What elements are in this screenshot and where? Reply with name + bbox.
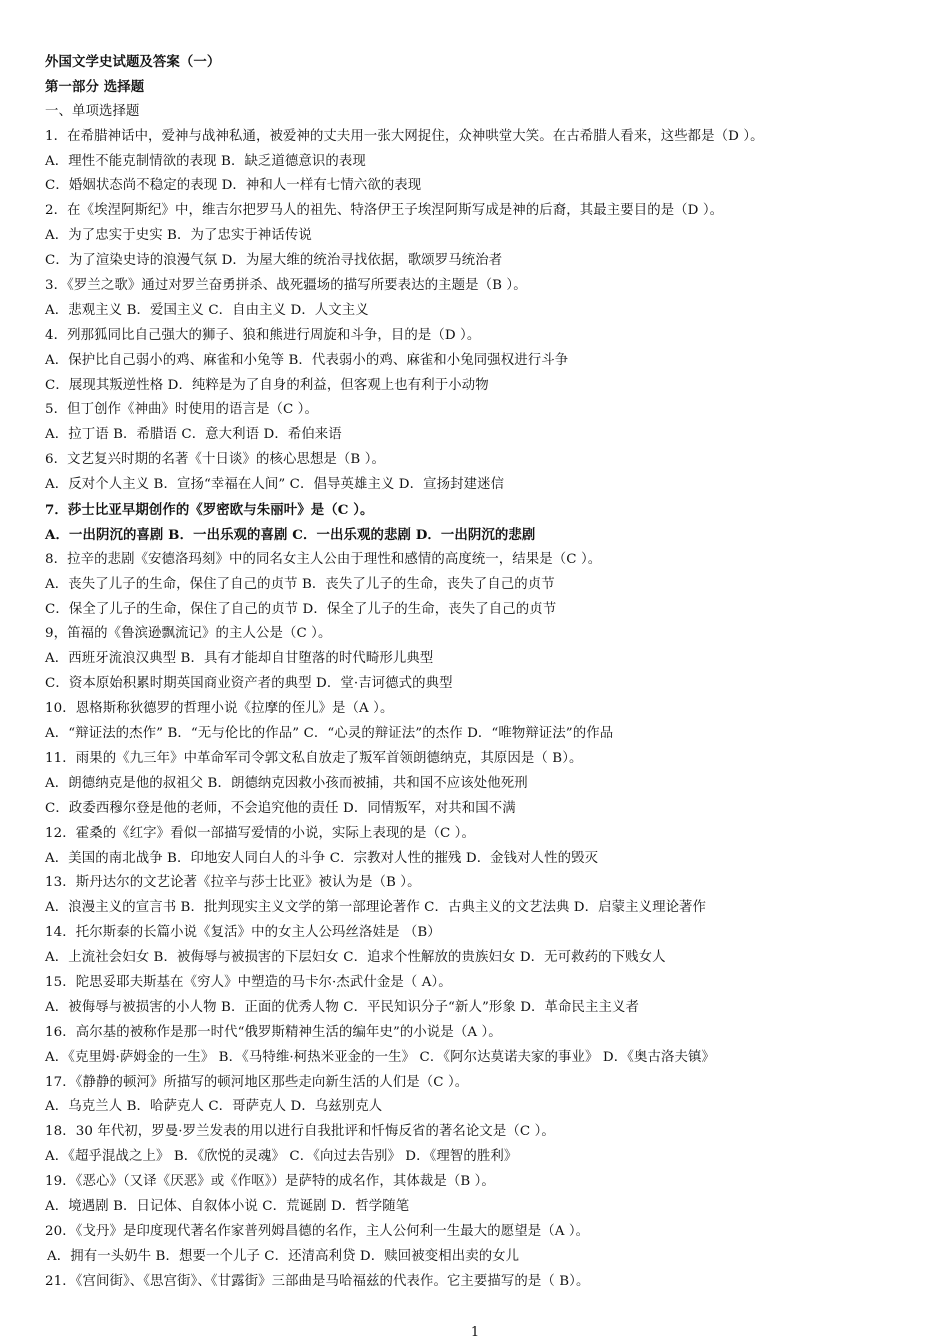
question-21: 21．《宫间街》、《思宫街》、《甘露街》三部曲是马哈福兹的代表作。它主要描写的是（ B）。: [45, 1273, 590, 1289]
question-2-options-cd: C．为了渲染史诗的浪漫气氛 D．为屋大维的统治寻找依据，歌颂罗马统治者: [45, 253, 503, 269]
question-16-options: A．《克里姆·萨姆金的一生》 B．《马特维·柯热米亚金的一生》 C．《阿尔达莫诺夫家的事业》 D．《奥古洛夫镇》: [45, 1049, 715, 1065]
subsection-heading: 一、单项选择题: [45, 103, 140, 119]
question-8: 8．拉辛的悲剧《安德洛玛刻》中的同名女主人公由于理性和感情的高度统一，结果是（C ）。: [45, 551, 602, 567]
question-9: 9，笛福的《鲁滨逊飘流记》的主人公是（C ）。: [45, 626, 332, 642]
question-6-options: A．反对个人主义 B．宣扬“幸福在人间” C．倡导英雄主义 D．宣扬封建迷信: [45, 477, 505, 493]
question-20: 20．《戈丹》是印度现代著名作家普列姆昌德的名作，主人公何利一生最大的愿望是（A ）。: [45, 1223, 590, 1239]
question-8-options-cd: C．保全了儿子的生命，保住了自己的贞节 D．保全了儿子的生命，丧失了自己的贞节: [45, 601, 557, 617]
question-2-options-ab: A．为了忠实于史实 B．为了忠实于神话传说: [45, 228, 312, 244]
question-10-options: A．“辩证法的杰作” B．“无与伦比的作品” C．“心灵的辩证法”的杰作 D．“唯物辩证法”的作品: [45, 726, 614, 742]
document-title: 外国文学史试题及答案（一）: [45, 54, 221, 70]
question-10: 10．恩格斯称狄德罗的哲理小说《拉摩的侄儿》是（A ）。: [45, 701, 394, 717]
question-12-options: A．美国的南北战争 B．印地安人同白人的斗争 C．宗教对人性的摧残 D．金钱对人性的毁灭: [45, 850, 599, 866]
question-8-options-ab: A．丧失了儿子的生命，保住了自己的贞节 B．丧失了儿子的生命，丧失了自己的贞节: [45, 576, 555, 592]
question-19-options: A．境遇剧 B．日记体、自叙体小说 C．荒诞剧 D．哲学随笔: [45, 1198, 410, 1214]
question-15: 15．陀思妥耶夫斯基在《穷人》中塑造的马卡尔·杰武什金是（ A）。: [45, 974, 452, 990]
question-13-options: A．浪漫主义的宣言书 B．批判现实主义文学的第一部理论著作 C．古典主义的文艺法典 D．启蒙主义理论著作: [45, 900, 707, 916]
question-5: 5．但丁创作《神曲》时使用的语言是（C ）。: [45, 402, 318, 418]
document-content: [45, 50, 905, 1295]
page-number: 1: [470, 1325, 480, 1340]
question-9-options-cd: C．资本原始积累时期英国商业资产者的典型 D．堂·吉诃德式的典型: [45, 676, 453, 692]
question-14-options: A．上流社会妇女 B．被侮辱与被损害的下层妇女 C．追求个性解放的贵族妇女 D．无可救药的下贱女人: [45, 950, 666, 966]
question-7-options: A．一出阴沉的喜剧 B．一出乐观的喜剧 C．一出乐观的悲剧 D．一出阴沉的悲剧: [45, 526, 536, 543]
question-2: 2．在《埃涅阿斯纪》中，维吉尔把罗马人的祖先、特洛伊王子埃涅阿斯写成是神的后裔，其最主要目的是（D ）。: [45, 203, 724, 219]
question-9-options-ab: A．西班牙流浪汉典型 B．具有才能却自甘堕落的时代畸形儿典型: [45, 651, 434, 667]
question-17: 17．《静静的顿河》所描写的顿河地区那些走向新生活的人们是（C ）。: [45, 1074, 469, 1090]
question-6: 6．文艺复兴时期的名著《十日谈》的核心思想是（B ）。: [45, 452, 385, 468]
question-18: 18．30 年代初，罗曼·罗兰发表的用以进行自我批评和忏悔反省的著名论文是（C ）。: [45, 1124, 555, 1140]
question-4-options-ab: A．保护比自己弱小的鸡、麻雀和小兔等 B．代表弱小的鸡、麻雀和小兔同强权进行斗争: [45, 352, 569, 368]
question-12: 12．霍桑的《红字》看似一部描写爱情的小说，实际上表现的是（C ）。: [45, 825, 475, 841]
question-16: 16．高尔基的被称作是那一时代“俄罗斯精神生活的编年史”的小说是（A ）。: [45, 1024, 502, 1040]
question-19: 19．《恶心》（又译《厌恶》或《作呕》）是萨特的成名作，其体裁是（B ）。: [45, 1174, 495, 1190]
question-15-options: A．被侮辱与被损害的小人物 B．正面的优秀人物 C．平民知识分子“新人”形象 D．革命民主主义者: [45, 999, 639, 1015]
question-11-options-ab: A．朗德纳克是他的叔祖父 B．朗德纳克因救小孩而被捕，共和国不应该处他死刑: [45, 775, 528, 791]
question-11: 11．雨果的《九三年》中革命军司令郭文私自放走了叛军首领朗德纳克，其原因是（ B）。: [45, 750, 583, 766]
question-1-options-ab: A．理性不能克制情欲的表现 B．缺乏道德意识的表现: [45, 153, 366, 169]
question-1: 1．在希腊神话中，爱神与战神私通，被爱神的丈夫用一张大网捉住，众神哄堂大笑。在古希腊人看来，这些都是（D ）。: [45, 128, 764, 144]
question-5-options: A．拉丁语 B．希腊语 C．意大利语 D．希伯来语: [45, 427, 342, 443]
question-11-options-cd: C．政委西穆尔登是他的老师，不会追究他的责任 D．同情叛军，对共和国不满: [45, 800, 516, 816]
question-4: 4．列那狐同比自己强大的狮子、狼和熊进行周旋和斗争，目的是（D ）。: [45, 327, 481, 343]
question-18-options: A．《超乎混战之上》 B．《欣悦的灵魂》 C．《向过去告别》 D．《理智的胜利》: [45, 1149, 518, 1165]
question-3: 3．《罗兰之歌》通过对罗兰奋勇拼杀、战死疆场的描写所要表达的主题是（B ）。: [45, 278, 527, 294]
section-heading: 第一部分 选择题: [45, 78, 145, 95]
question-1-options-cd: C．婚姻状态尚不稳定的表现 D．神和人一样有七情六欲的表现: [45, 178, 422, 194]
question-3-options: A．悲观主义 B．爱国主义 C．自由主义 D．人文主义: [45, 302, 369, 318]
question-17-options: A．乌克兰人 B．哈萨克人 C．哥萨克人 D．乌兹别克人: [45, 1099, 383, 1115]
question-14: 14．托尔斯泰的长篇小说《复活》中的女主人公玛丝洛娃是 （B）: [45, 925, 441, 941]
question-7: 7．莎士比亚早期创作的《罗密欧与朱丽叶》是（C ）。: [45, 502, 374, 519]
question-20-options: A．拥有一头奶牛 B．想要一个儿子 C．还清高利贷 D．赎回被变相出卖的女儿: [47, 1248, 520, 1264]
question-13: 13．斯丹达尔的文艺论著《拉辛与莎士比亚》被认为是（B ）。: [45, 875, 421, 891]
question-4-options-cd: C．展现其叛逆性格 D．纯粹是为了自身的利益，但客观上也有利于小动物: [45, 377, 489, 393]
